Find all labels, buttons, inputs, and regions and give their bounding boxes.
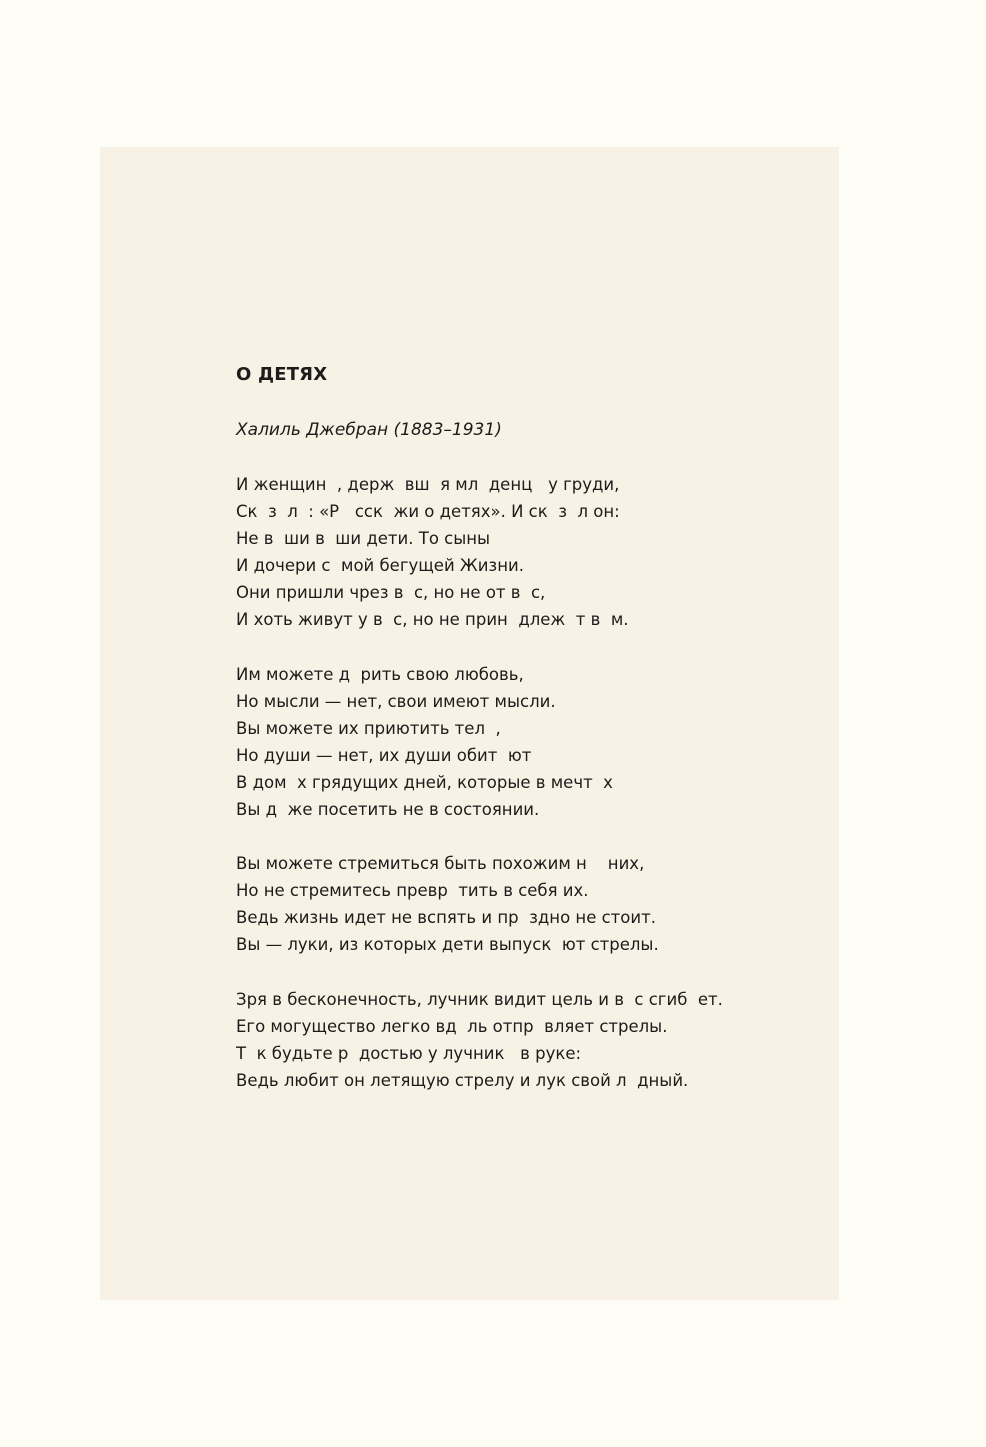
poem-line: Не в ши в ши дети. То сыны [236, 529, 491, 549]
poem-line: Ск з л : «Р сск жи о детях». И ск з л он: [236, 502, 620, 522]
poem-line: Вы можете стремиться быть похожим н них, [236, 854, 645, 874]
stanza-4 [236, 986, 816, 1094]
poem-line: Ведь любит он летящую стрелу и лук свой л дный. [236, 1070, 689, 1090]
poem-line: Но не стремитесь превр тить в себя их. [236, 881, 589, 901]
stanza-1 [236, 471, 816, 634]
poem-author: Халиль Джебран (1883–1931) [236, 420, 502, 440]
poem-line: Но души — нет, их души обит ют [236, 745, 532, 765]
stanza-2 [236, 661, 816, 824]
stanza-3 [236, 850, 816, 958]
poem-line: Т к будьте р достью у лучник в руке: [236, 1043, 582, 1063]
poem-line: И женщин , держ вш я мл денц у груди, [236, 475, 620, 494]
poem-line: Его могущество легко вд ль отпр вляет стрелы. [236, 1016, 668, 1036]
poem-body [236, 471, 816, 1094]
poem-line: В дом х грядущих дней, которые в мечт х [236, 772, 613, 792]
poem-line: Вы можете их приютить тел , [236, 718, 501, 738]
poem-line: И хоть живут у в с, но не прин длеж т в м. [236, 610, 629, 630]
poem-line: Вы д же посетить не в состоянии. [236, 800, 540, 820]
poem-line: Ведь жизнь идет не вспять и пр здно не стоит. [236, 908, 656, 928]
poem-line: Но мысли — нет, свои имеют мысли. [236, 691, 556, 711]
poem-line: Зря в бесконечность, лучник видит цель и в с сгиб ет. [236, 989, 723, 1009]
poem-line: Они пришли чрез в с, но не от в с, [236, 583, 546, 603]
poem-line: Вы — луки, из которых дети выпуск ют стрелы. [236, 935, 659, 955]
poem-line: Им можете д рить свою любовь, [236, 664, 524, 684]
poem-content [236, 362, 816, 1121]
poem-title: О ДЕТЯХ [236, 364, 328, 385]
poem-line: И дочери с мой бегущей Жизни. [236, 556, 524, 576]
